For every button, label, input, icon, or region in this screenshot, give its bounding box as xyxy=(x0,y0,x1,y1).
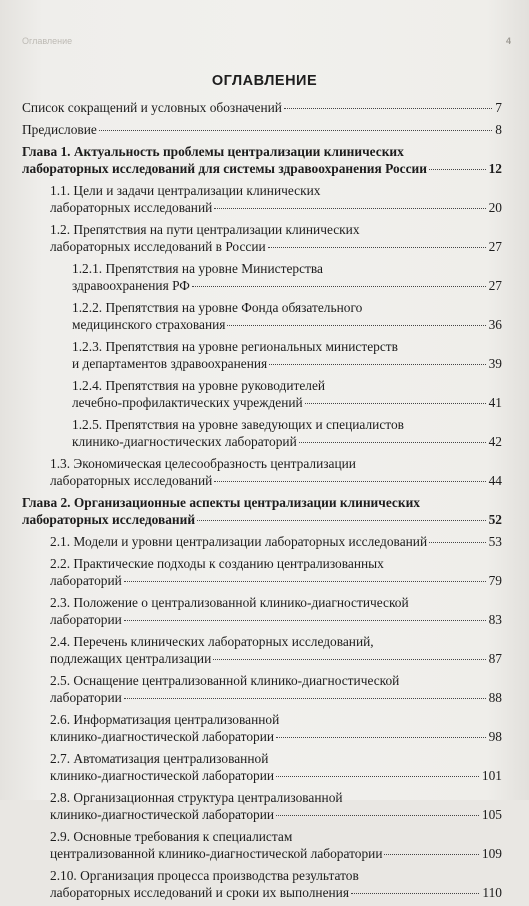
toc-page-number: 53 xyxy=(488,534,502,549)
dot-leader xyxy=(269,364,485,365)
toc-page-number: 83 xyxy=(488,612,502,627)
toc-entry-text: Глава 1. Актуальность проблемы централизации клинических xyxy=(22,144,404,159)
toc-page-number: 105 xyxy=(481,807,502,822)
toc-page-number: 101 xyxy=(481,768,502,783)
toc-entry-text: клинико-диагностических лабораторий xyxy=(72,434,297,449)
running-head-page-number: 4 xyxy=(505,36,511,46)
toc-entry-text: 1.2.4. Препятствия на уровне руководителей xyxy=(72,378,326,393)
dot-leader xyxy=(197,520,486,521)
dot-leader xyxy=(124,698,486,699)
toc-entry-text: лабораторных исследований xyxy=(50,473,213,488)
toc-page-number: 41 xyxy=(488,395,502,410)
toc-entry-text: централизованной клинико-диагностической лаборатории xyxy=(50,846,383,861)
dot-leader xyxy=(305,403,486,404)
toc-entry-text: клинико-диагностической лаборатории xyxy=(50,807,275,822)
toc-entry-text: 1.2. Препятствия на пути централизации клинических xyxy=(50,222,360,237)
toc-entry-text: 2.4. Перечень клинических лабораторных исследований, xyxy=(50,634,374,649)
toc-page-number: 39 xyxy=(488,356,502,371)
toc-entry-text: 1.1. Цели и задачи централизации клинических xyxy=(50,183,321,198)
toc-entry-text: лаборатории xyxy=(50,690,122,705)
toc-page-number: 27 xyxy=(488,239,502,254)
page-title: ОГЛАВЛЕНИЕ xyxy=(211,73,318,89)
toc-entry xyxy=(22,828,502,862)
toc-entry xyxy=(22,750,502,784)
dot-leader xyxy=(276,776,479,777)
toc-entry xyxy=(22,711,502,745)
toc-page-number: 42 xyxy=(488,434,502,449)
toc-entry-text: 1.2.3. Препятствия на уровне региональных министерств xyxy=(72,339,398,354)
toc-entry xyxy=(22,789,502,823)
toc-entry-text: лаборатории xyxy=(50,612,122,627)
running-head xyxy=(22,36,511,50)
toc-entry xyxy=(22,338,502,372)
toc-entry xyxy=(22,672,502,706)
toc-entry-text: лечебно-профилактических учреждений xyxy=(72,395,303,410)
dot-leader xyxy=(299,442,486,443)
toc-entry xyxy=(22,633,502,667)
toc-entry-text: 2.10. Организация процесса производства результатов xyxy=(50,868,359,883)
dot-leader xyxy=(227,325,485,326)
toc-entry xyxy=(22,533,502,550)
toc-chapter-entry xyxy=(22,143,502,177)
toc-entry xyxy=(22,299,502,333)
toc-entry-text: 2.5. Оснащение централизованной клинико-диагностической xyxy=(50,673,400,688)
toc-entry-text: 1.2.5. Препятствия на уровне заведующих и специалистов xyxy=(72,417,404,432)
toc-entry-text: 2.6. Информатизация централизованной xyxy=(50,712,280,727)
toc-entry-text: 1.2.2. Препятствия на уровне Фонда обязательного xyxy=(72,300,363,315)
dot-leader xyxy=(214,481,485,482)
toc-page-number: 52 xyxy=(488,512,502,527)
toc-entry-text: подлежащих централизации xyxy=(50,651,212,666)
toc-page-number: 12 xyxy=(488,161,502,176)
dot-leader xyxy=(429,169,486,170)
toc-page-number: 87 xyxy=(488,651,502,666)
toc-page-number: 109 xyxy=(481,846,502,861)
toc-entry-text: лабораторных исследований xyxy=(50,200,213,215)
toc-entry-text: 2.8. Организационная структура централизованной xyxy=(50,790,343,805)
toc-chapter-entry xyxy=(22,494,502,528)
toc-entry xyxy=(22,416,502,450)
dot-leader xyxy=(384,854,478,855)
running-head-left: Оглавление xyxy=(22,36,73,46)
dot-leader xyxy=(276,737,486,738)
toc-entry xyxy=(22,867,502,901)
toc-entry-text: лабораторных исследований в России xyxy=(50,239,266,254)
dot-leader xyxy=(214,208,485,209)
toc-entry-text: 2.9. Основные требования к специалистам xyxy=(50,829,293,844)
toc-entry xyxy=(22,221,502,255)
toc-page-number: 44 xyxy=(488,473,502,488)
toc-entry-text: и департаментов здравоохранения xyxy=(72,356,268,371)
toc-entry-text: 1.3. Экономическая целесообразность централизации xyxy=(50,456,356,471)
toc-page-number: 27 xyxy=(488,278,502,293)
dot-leader xyxy=(429,542,485,543)
dot-leader xyxy=(99,130,492,131)
table-of-contents xyxy=(22,99,502,906)
toc-entry-text: Предисловие xyxy=(22,122,97,137)
toc-entry-text: 2.7. Автоматизация централизованной xyxy=(50,751,269,766)
toc-entry xyxy=(22,182,502,216)
toc-entry xyxy=(22,260,502,294)
toc-entry-text: 1.2.1. Препятствия на уровне Министерства xyxy=(72,261,323,276)
toc-entry xyxy=(22,99,502,116)
dot-leader xyxy=(124,620,486,621)
toc-entry-text: Список сокращений и условных обозначений xyxy=(22,100,282,115)
toc-entry-text: 2.3. Положение о централизованной клинико-диагностической xyxy=(50,595,409,610)
toc-entry-text: клинико-диагностической лаборатории xyxy=(50,768,275,783)
toc-entry-text: лабораторных исследований xyxy=(22,512,196,527)
toc-page-number: 110 xyxy=(482,885,502,900)
toc-page-number: 20 xyxy=(488,200,502,215)
toc-page-number: 98 xyxy=(488,729,502,744)
dot-leader xyxy=(124,581,486,582)
dot-leader xyxy=(213,659,485,660)
toc-page-number: 7 xyxy=(495,100,502,115)
toc-entry-text: медицинского страхования xyxy=(72,317,226,332)
dot-leader xyxy=(351,893,479,894)
toc-entry-text: лабораторий xyxy=(50,573,122,588)
toc-entry-text: здравоохранения РФ xyxy=(72,278,190,293)
toc-entry-text: лабораторных исследований для системы здравоохранения России xyxy=(22,161,427,176)
dot-leader xyxy=(268,247,486,248)
toc-entry-text: 2.1. Модели и уровни централизации лабораторных исследований xyxy=(50,534,428,549)
dot-leader xyxy=(284,108,492,109)
dot-leader xyxy=(192,286,486,287)
dot-leader xyxy=(276,815,479,816)
toc-entry xyxy=(22,121,502,138)
toc-entry-text: Глава 2. Организационные аспекты централизации клинических xyxy=(22,495,420,510)
toc-page-number: 36 xyxy=(488,317,502,332)
toc-page-number: 79 xyxy=(488,573,502,588)
toc-entry-text: 2.2. Практические подходы к созданию централизованных xyxy=(50,556,384,571)
toc-page-number: 8 xyxy=(495,122,502,137)
toc-page-number: 88 xyxy=(488,690,502,705)
toc-entry xyxy=(22,377,502,411)
toc-entry-text: лабораторных исследований и сроки их выполнения xyxy=(50,885,350,900)
toc-entry-text: клинико-диагностической лаборатории xyxy=(50,729,275,744)
toc-entry xyxy=(22,455,502,489)
toc-entry xyxy=(22,555,502,589)
toc-entry xyxy=(22,594,502,628)
